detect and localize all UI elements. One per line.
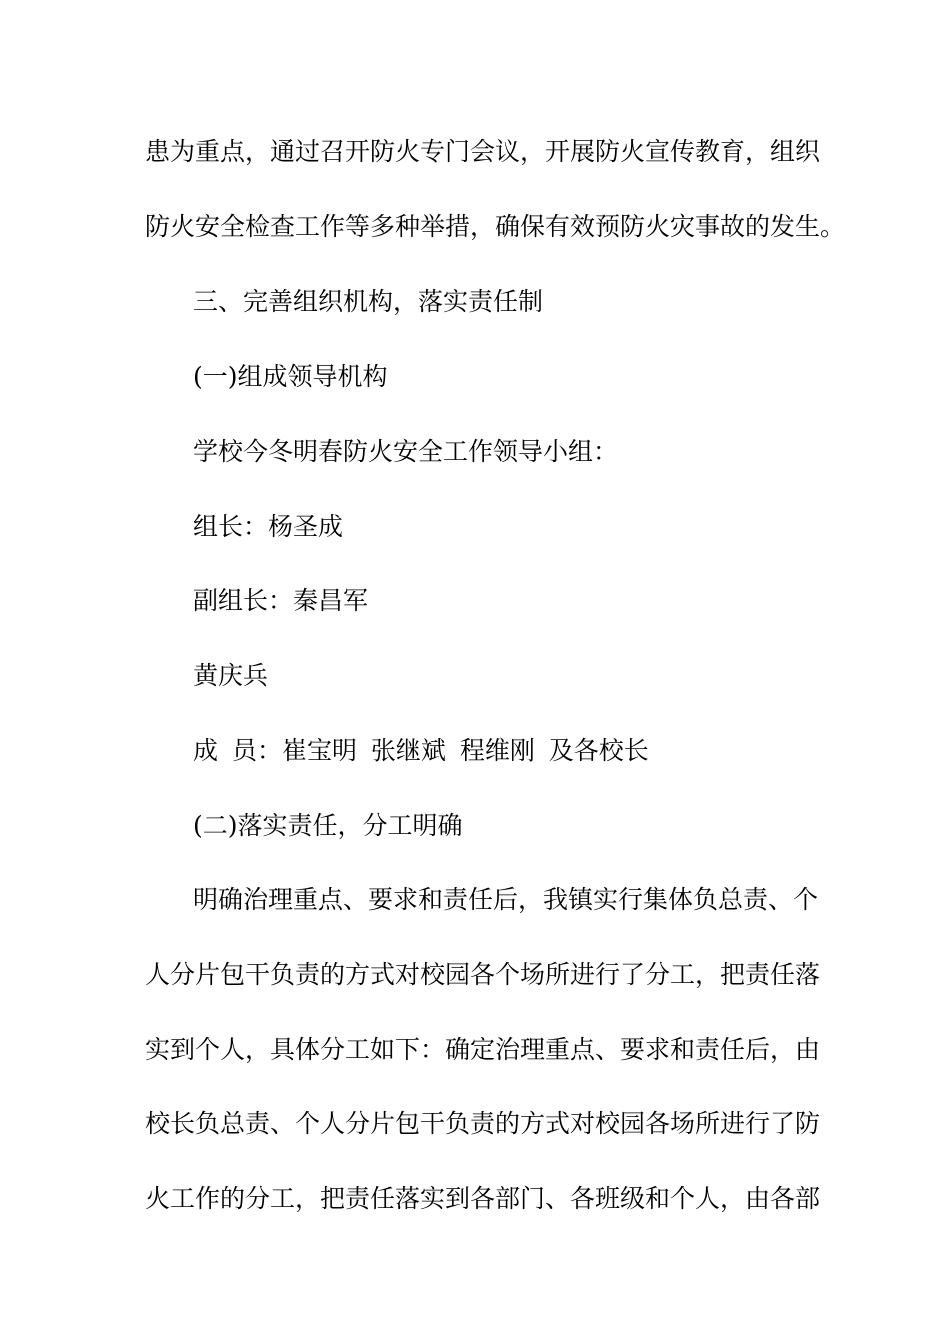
paragraph-line-1: 患为重点，通过召开防火专门会议，开展防火宣传教育，组织 — [145, 137, 821, 166]
subsection-heading-1: (一)组成领导机构 — [193, 362, 388, 391]
subsection-heading-2: (二)落实责任，分工明确 — [193, 811, 463, 840]
paragraph2-line-4: 校长负总责、个人分片包干负责的方式对校园各场所进行了防 — [145, 1109, 821, 1138]
paragraph2-line-5: 火工作的分工，把责任落实到各部门、各班级和个人，由各部 — [145, 1184, 821, 1213]
paragraph2-line-2: 人分片包干负责的方式对校园各个场所进行了分工，把责任落 — [145, 960, 821, 989]
paragraph2-line-3: 实到个人，具体分工如下：确定治理重点、要求和责任后，由 — [145, 1035, 821, 1064]
section-heading: 三、完善组织机构，落实责任制 — [193, 287, 544, 316]
deputy-leader-name: 黄庆兵 — [193, 661, 269, 690]
deputy-leader-line: 副组长：秦昌军 — [193, 586, 369, 615]
paragraph2-line-1: 明确治理重点、要求和责任后，我镇实行集体负总责、个 — [193, 885, 819, 914]
group-title: 学校今冬明春防火安全工作领导小组： — [193, 437, 619, 466]
members-line: 成 员：崔宝明 张继斌 程维刚 及各校长 — [193, 736, 649, 765]
leader-line: 组长：杨圣成 — [193, 512, 344, 541]
paragraph-line-2: 防火安全检查工作等多种举措，确保有效预防火灾事故的发生。 — [145, 212, 846, 241]
